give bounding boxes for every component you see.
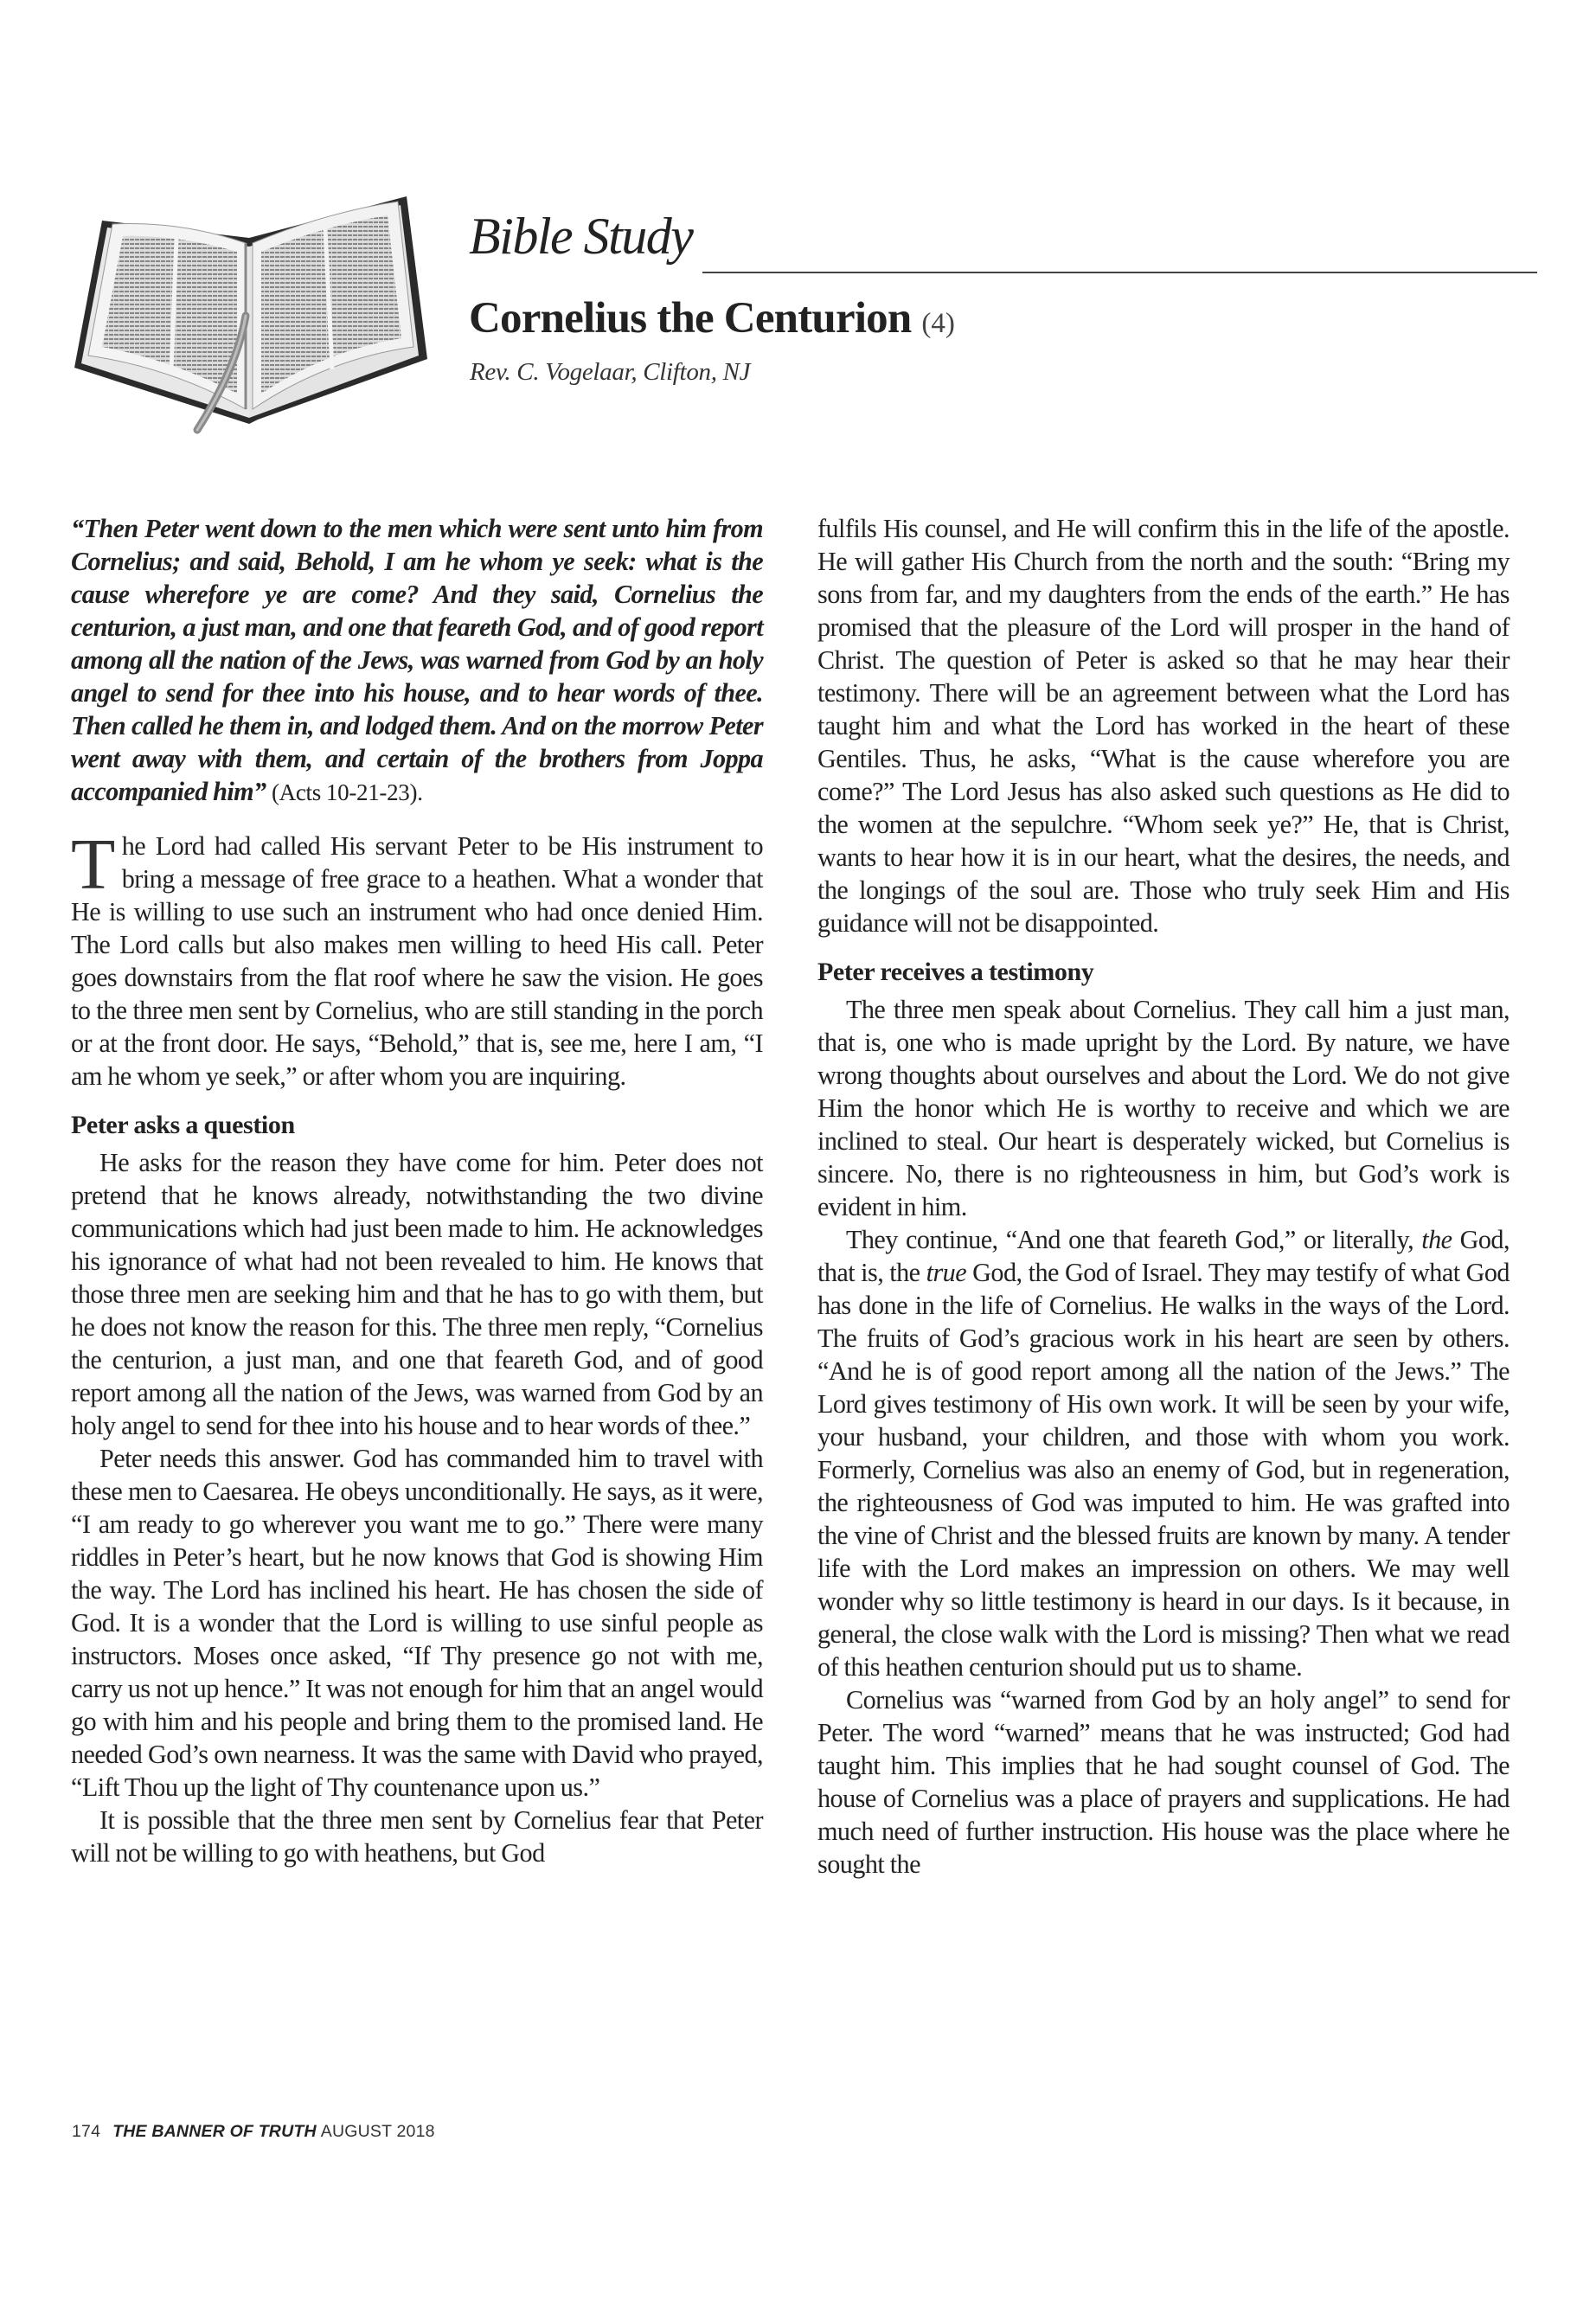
paragraph-1: He asks for the reason they have come for him. Peter does not pretend that he knows already, notwithstanding the two divine communications which had just been made to him. He acknowledges his ignorance of what had not been revealed to him. He knows that those three men are seeking him and that he has to go with them, but he does not know the reason for this. The three men reply, “Cornelius the centurion, a just man, and one that feareth God, and of good report among all the nation of the Jews, was warned from God by an holy angel to send for thee into his house and to hear words of thee.”	[71, 1148, 763, 1440]
part-number: (4)	[921, 308, 955, 339]
title-rule	[702, 272, 1537, 273]
emphasis-the: the	[1421, 1225, 1452, 1254]
article-title	[469, 294, 955, 343]
byline: Rev. C. Vogelaar, Clifton, NJ	[470, 358, 751, 386]
page-footer	[72, 2122, 435, 2142]
paragraph-continued: fulfils His counsel, and He will confirm this in the life of the apostle. He will gather His Church from the north and the south: “Bring my sons from far, and my daughters from the ends of the earth.” He has promised that the pleasure of the Lord will prosper in the hand of Christ. The question of Peter is asked so that he may hear their testimony. There will be an agreement between what the Lord has taught him and what the Lord has worked in the heart of these Gentiles. Thus, he asks, “What is the cause wherefore you are come?” The Lord Jesus has also asked such questions as He did to the women at the sepulchre. “Whom seek ye?” He, that is Christ, wants to hear how it is in our heart, what the desires, the needs, and the longings of the soul are. Those who truly seek Him and His guidance will not be disappointed.	[817, 514, 1509, 938]
article-title-text: Cornelius the Centurion	[469, 294, 912, 343]
drop-cap: T	[71, 824, 115, 905]
page-number: 174	[72, 2122, 101, 2141]
intro-paragraph	[71, 824, 763, 1093]
paragraph-2: Peter needs this answer. God has commanded him to travel with these men to Caesarea. He obeys unconditionally. He says, as it were, “I am ready to go wherever you want me to go.” There were many riddles in Peter’s heart, but he now knows that God is showing Him the way. The Lord has inclined his heart. He has chosen the side of God. It is a wonder that the Lord is willing to use sinful people as instructors. Moses once asked, “If Thy presence go not with me, carry us not up hence.” It was not enough for him that an angel would go with him and his people and bring them to the promised land. He needed God’s own nearness. It was the same with David who prayed, “Lift Thou up the light of Thy countenance upon us.”	[71, 1444, 763, 1802]
paragraph-5-part-b: God, that is, the	[817, 1225, 1509, 1287]
paragraph-3: It is possible that the three men sent by Cornelius fear that Peter will not be willing to go with heathens, but God	[71, 1805, 763, 1868]
emphasis-true: true	[926, 1258, 967, 1287]
open-bible-illustration	[67, 186, 431, 445]
section-title: Bible Study	[469, 208, 693, 265]
paragraph-6: Cornelius was “warned from God by an holy angel” to send for Peter. The word “warned” means that he was instructed; God had taught him. This implies that he had sought counsel of God. The house of Cornelius was a place of prayers and supplications. He had much need of further instruction. His house was the place where he sought the	[817, 1685, 1509, 1879]
quote-citation: (Acts 10-21-23).	[271, 779, 423, 805]
issue-date: AUGUST 2018	[320, 2122, 435, 2141]
heading-peter-receives: Peter receives a testimony	[817, 958, 1094, 986]
paragraph-4: The three men speak about Cornelius. They call him a just man, that is, one who is made upright by the Lord. By nature, we have wrong thoughts about ourselves and about the Lord. We do not give Him the honor which He is worthy to receive and which we are inclined to steal. Our heart is desperately wicked, but Cornelius is sincere. No, there is no righteousness in him, but God’s work is evident in him.	[817, 995, 1509, 1221]
paragraph-5-part-a: They continue, “And one that feareth God,” or literally,	[846, 1225, 1422, 1254]
heading-peter-asks: Peter asks a question	[71, 1111, 295, 1139]
opening-quote	[71, 512, 763, 809]
magazine-name: THE BANNER OF TRUTH	[112, 2122, 317, 2141]
paragraph-5	[817, 1223, 1509, 1683]
left-column	[71, 512, 763, 1869]
right-column	[817, 512, 1509, 1881]
opening-quote-text: “Then Peter went down to the men which were sent unto him from Cornelius; and said, Behold, I am he whom ye seek: what is the cause wherefore ye are come? And they said, Cornelius the centurion, a just man, and one that feareth God, and of good report among all the nation of the Jews, was warned from God by an holy angel to send for thee into his house, and to hear words of thee. Then called he them in, and lodged them. And on the morrow Peter went away with them, and certain of the brothers from Joppa accompanied him”	[71, 514, 763, 806]
paragraph-5-part-c: God, the God of Israel. They may testify of what God has done in the life of Cornelius. He walks in the ways of the Lord. The fruits of God’s gracious work in his heart are seen by others. “And he is of good report among all the nation of the Jews.” The Lord gives testimony of His own work. It will be seen by your wife, your husband, your children, and those with whom you work. Formerly, Cornelius was also an enemy of God, but in regeneration, the righteousness of God was imputed to him. He was grafted into the vine of Christ and the blessed fruits are known by many. A tender life with the Lord makes an impression on others. We may well wonder why so little testimony is heard in our days. Is it because, in general, the close walk with the Lord is missing? Then what we read of this heathen centurion should put us to shame.	[817, 1258, 1509, 1682]
intro-text: he Lord had called His servant Peter to be His instrument to bring a message of free grace to a heathen. What a wonder that He is willing to use such an instrument who had once denied Him. The Lord calls but also makes men willing to heed His call. Peter goes downstairs from the flat roof where he saw the vision. He goes to the three men sent by Cornelius, who are still standing in the porch or at the front door. He says, “Behold,” that is, see me, here I am, “I am he whom ye seek,” or after whom you are inquiring.	[71, 831, 763, 1091]
